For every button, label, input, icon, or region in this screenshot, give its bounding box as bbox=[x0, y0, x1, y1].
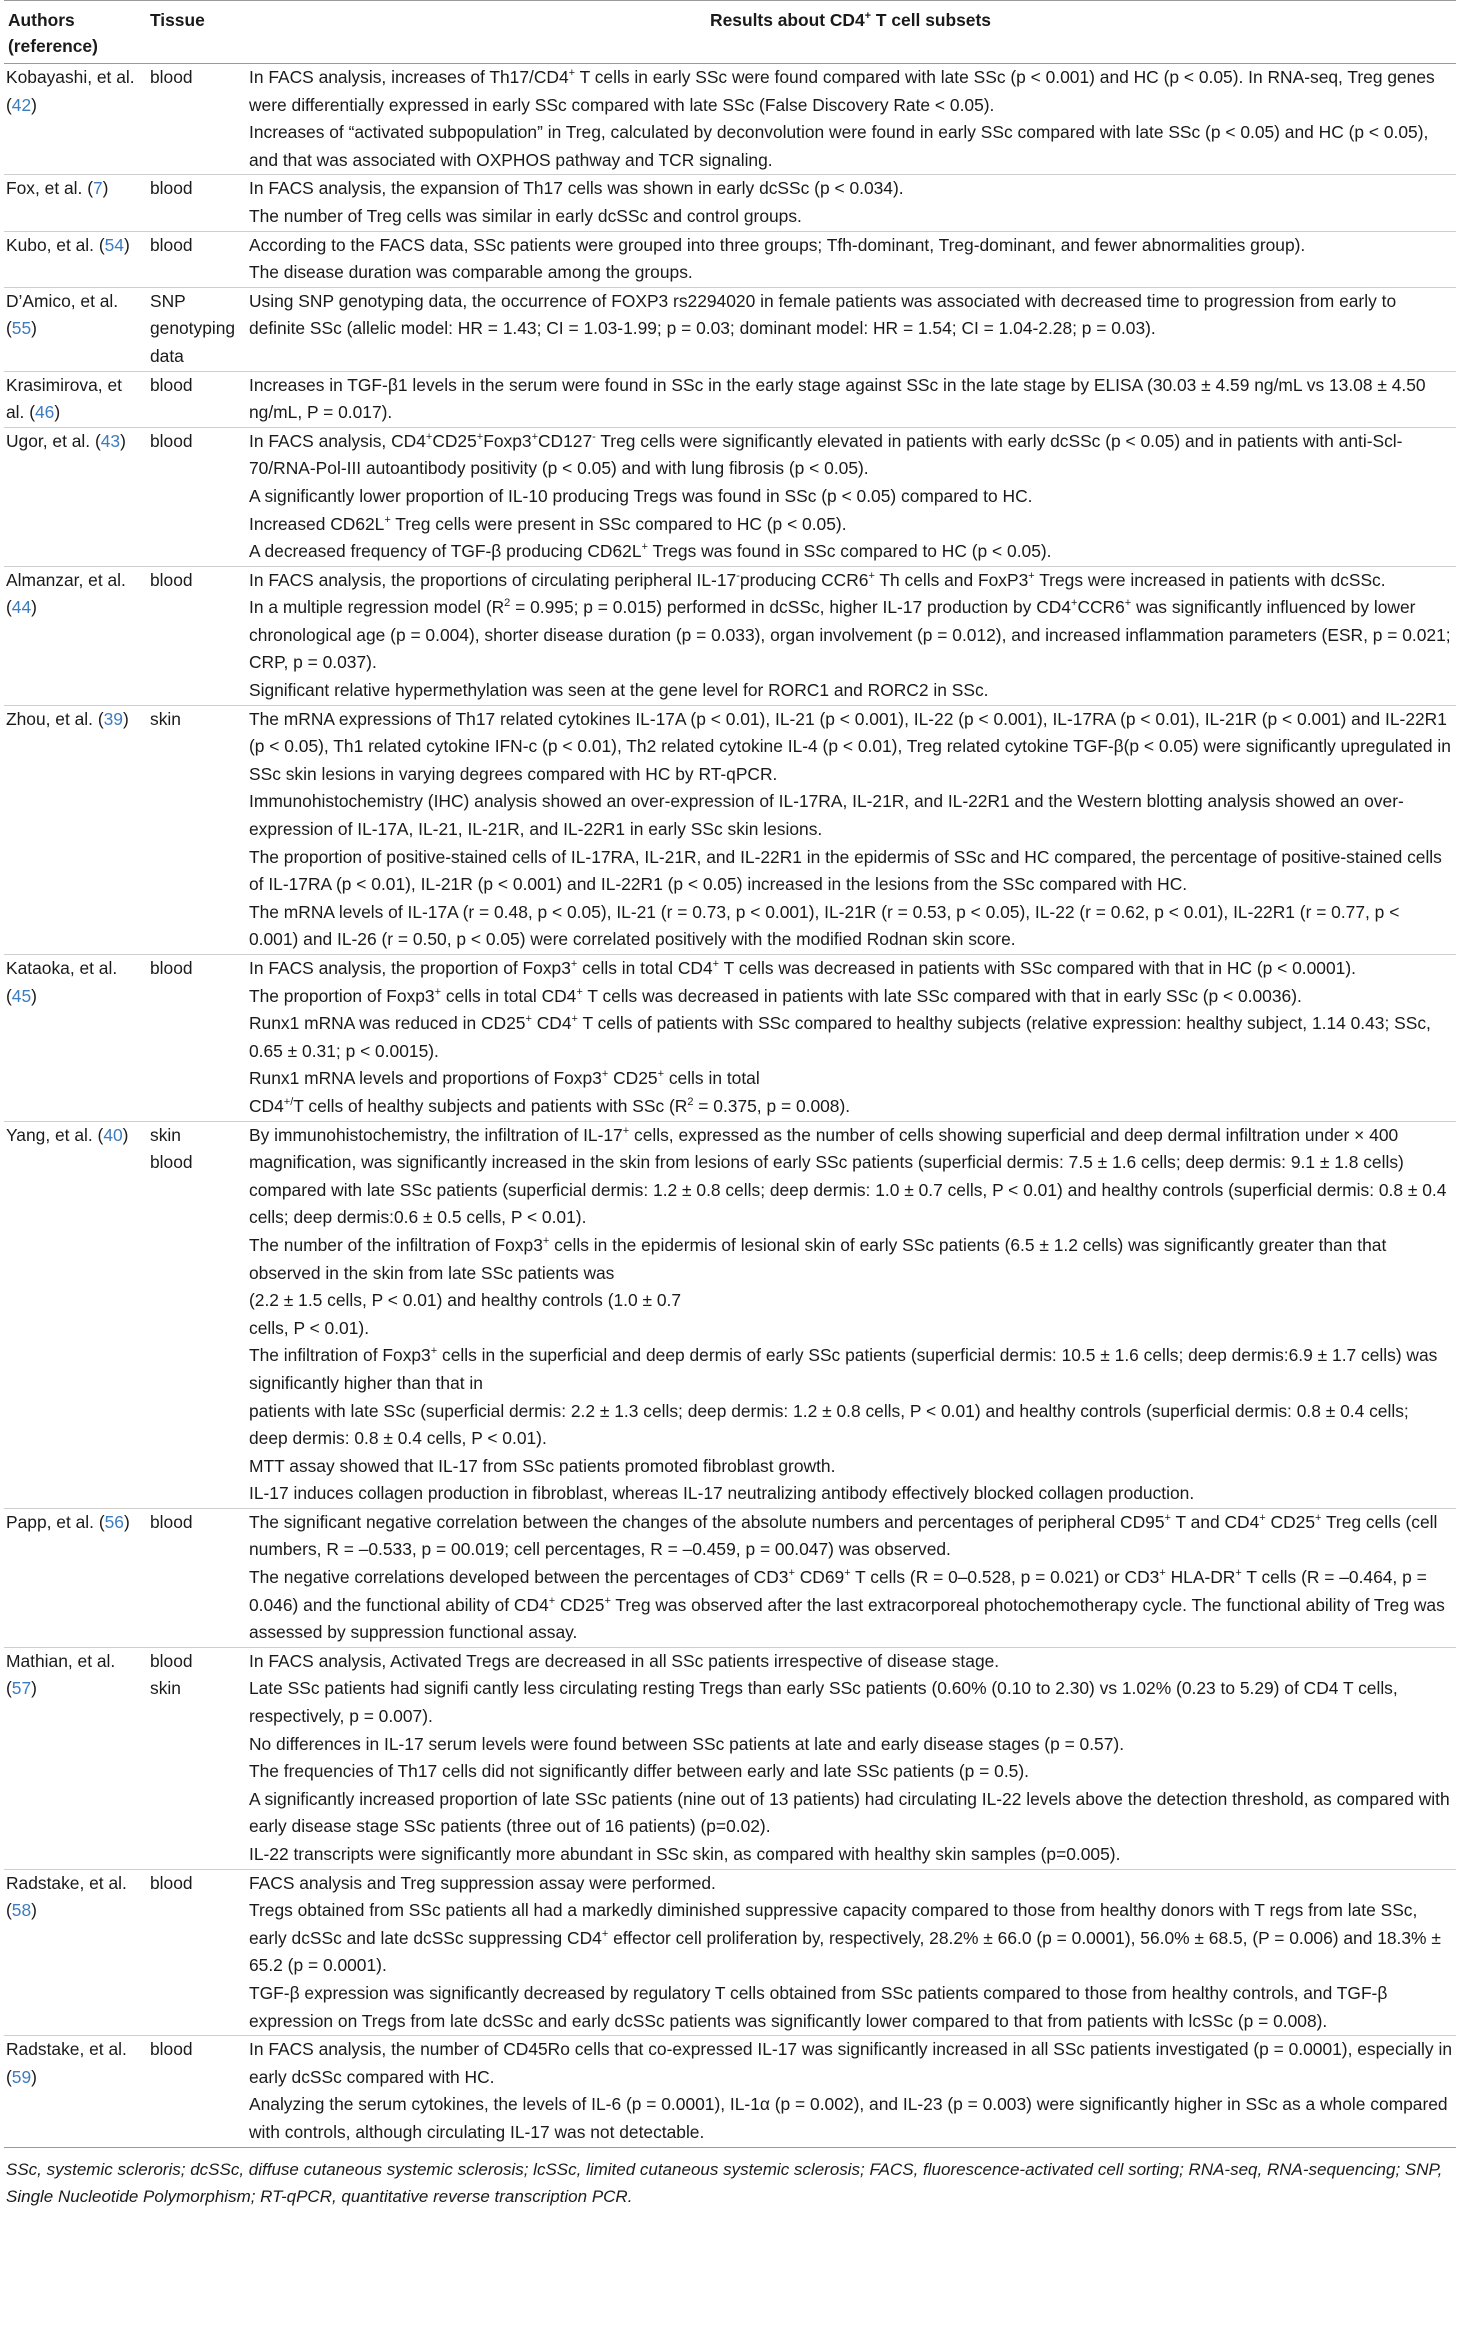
result-text: patients with late SSc (superficial dermis: 2.2 ± 1.3 cells; deep dermis: 1.2 ± 0.8 cells, P < 0.01) and healthy controls (superficial dermis: 0.8 ± 0.4 cells; deep dermis: 0.8 ± 0.4 cells, P < 0.01). bbox=[249, 1400, 1409, 1449]
result-text: A significantly lower proportion of IL-10 producing Tregs was found in SSc (p < 0.05) compared to HC. bbox=[249, 485, 1033, 506]
result-text: Analyzing the serum cytokines, the levels of IL-6 (p = 0.0001), IL-1α (p = 0.002), and IL-23 (p = 0.003) were significantly higher in SSc as a whole compared with controls, although circulating IL-17 was not detectable. bbox=[249, 2094, 1448, 2142]
superscript: + bbox=[601, 1068, 609, 1081]
author-name: Zhou, et al. bbox=[6, 708, 94, 729]
result-text: HLA-DR bbox=[1165, 1567, 1236, 1588]
result-text: Treg cells were present in SSc compared to HC (p < 0.05). bbox=[390, 513, 847, 534]
result-text: A significantly increased proportion of late SSc patients (nine out of 13 patients) had circulating IL-22 levels above the detection threshold, as compared with early disease stage SSc patients (three out of 16 patients) (p=0.02). bbox=[249, 1788, 1450, 1837]
tissue-label: blood bbox=[150, 374, 193, 395]
author-name: D’Amico, et al. bbox=[6, 290, 119, 311]
result-paragraph bbox=[249, 64, 1452, 119]
tissue-cell bbox=[146, 1508, 245, 1647]
result-text: CD69 bbox=[794, 1567, 845, 1588]
reference-link[interactable]: 56 bbox=[104, 1511, 124, 1532]
author-name: Yang, et al. bbox=[6, 1124, 93, 1145]
result-text: cells in total CD4 bbox=[577, 958, 713, 978]
superscript: + bbox=[576, 985, 583, 998]
tissue-label: blood bbox=[150, 2039, 193, 2060]
tissue-cell bbox=[146, 566, 245, 705]
superscript: + bbox=[1159, 1567, 1166, 1580]
table-row bbox=[4, 371, 1456, 427]
reference-link[interactable]: 40 bbox=[103, 1124, 123, 1145]
result-paragraph bbox=[249, 1648, 1452, 1676]
header-results: Results about CD4+ T cell subsets bbox=[245, 1, 1456, 64]
tissue-cell bbox=[146, 2036, 245, 2147]
result-text: T cells of healthy subjects and patients with SSc (R bbox=[293, 1095, 688, 1116]
reference-link[interactable]: 55 bbox=[11, 318, 32, 339]
superscript: + bbox=[1235, 1567, 1242, 1580]
results-cell bbox=[245, 1869, 1456, 2036]
result-paragraph bbox=[249, 1731, 1452, 1759]
table-footnote: SSc, systemic scleroris; dcSSc, diffuse cutaneous systemic sclerosis; lcSSc, limited cutaneous systemic sclerosis; FACS, fluorescence-activated cell sorting; RNA-seq, RNA-sequencing; SNP, Single Nucleotide Polymorphism; RT-qPCR, quantitative reverse transcription PCR. bbox=[6, 2159, 1443, 2206]
result-text: The disease duration was comparable among the groups. bbox=[249, 262, 693, 283]
result-text: The negative correlations developed between the percentages of CD3 bbox=[249, 1567, 789, 1588]
result-text: Increased CD62L bbox=[249, 513, 385, 534]
result-text: Foxp3 bbox=[483, 430, 532, 451]
results-cell bbox=[245, 287, 1456, 371]
results-cell bbox=[245, 1121, 1456, 1508]
header-row bbox=[4, 1, 1456, 64]
results-cell bbox=[245, 427, 1456, 566]
tissue-label: blood bbox=[150, 1872, 193, 1893]
result-text: T cells was decreased in patients with late SSc compared with that in early SSc (p < 0.0036). bbox=[582, 985, 1302, 1006]
superscript: - bbox=[736, 569, 740, 582]
result-text: In FACS analysis, the proportion of Foxp3 bbox=[249, 958, 571, 978]
result-text: In a multiple regression model (R bbox=[249, 597, 505, 618]
result-text: CD127 bbox=[538, 430, 593, 451]
result-text: Runx1 mRNA levels and proportions of Foxp3 bbox=[249, 1068, 602, 1089]
result-text: Increases of “activated subpopulation” in Treg, calculated by deconvolution were found in early SSc compared with late SSc (p < 0.05) and HC (p < 0.05), and that was associated with OXPHOS pathway and TCR signaling. bbox=[249, 122, 1429, 170]
superscript: + bbox=[1259, 1512, 1266, 1525]
tissue-cell bbox=[146, 231, 245, 287]
result-text: Increases in TGF-β1 levels in the serum were found in SSc in the early stage against SSc in the late stage by ELISA (30.03 ± 4.59 ng/mL vs 13.08 ± 4.50 ng/mL, P = 0.017). bbox=[249, 374, 1426, 423]
result-text: cells in the superficial and deep dermis of early SSc patients (superficial dermis: 10.5 ± 1.6 cells; deep dermis:6.9 ± 1.7 cells) was significantly higher than that in bbox=[249, 1345, 1438, 1393]
table-row bbox=[4, 287, 1456, 371]
result-paragraph bbox=[249, 1675, 1452, 1730]
tissue-label: blood bbox=[150, 569, 193, 590]
tissue-label: blood bbox=[150, 430, 193, 451]
table-row bbox=[4, 705, 1456, 954]
superscript: + bbox=[788, 1567, 795, 1580]
superscript: + bbox=[476, 430, 484, 443]
result-text: The infiltration of Foxp3 bbox=[249, 1345, 431, 1366]
author-name: Kataoka, et al. bbox=[6, 958, 118, 978]
table-row bbox=[4, 64, 1456, 175]
result-text: CCR6 bbox=[1077, 597, 1125, 618]
tissue-label: blood bbox=[150, 67, 193, 87]
author-name: Papp, et al. bbox=[6, 1511, 94, 1532]
reference-link[interactable]: 43 bbox=[100, 430, 121, 451]
result-text: According to the FACS data, SSc patients were grouped into three groups; Tfh-dominant, Treg-dominant, and fewer abnormalities group). bbox=[249, 234, 1306, 255]
result-paragraph bbox=[249, 1398, 1452, 1453]
result-text: = 0.375, p = 0.008). bbox=[693, 1095, 851, 1116]
result-text: Tregs were increased in patients with dcSSc. bbox=[1034, 569, 1386, 590]
superscript: + bbox=[571, 1013, 578, 1026]
result-paragraph bbox=[249, 1287, 1452, 1315]
result-text: In FACS analysis, the proportions of circulating peripheral IL-17 bbox=[249, 569, 737, 590]
reference-link[interactable]: 44 bbox=[11, 597, 32, 618]
reference-link[interactable]: 59 bbox=[11, 2066, 32, 2087]
tissue-cell bbox=[146, 427, 245, 566]
author-cell: Radstake, et al. (58) bbox=[4, 1869, 146, 2036]
table-row bbox=[4, 955, 1456, 1122]
result-paragraph bbox=[249, 1480, 1452, 1508]
result-paragraph bbox=[249, 844, 1452, 899]
result-text: In FACS analysis, Activated Tregs are decreased in all SSc patients irrespective of disease stage. bbox=[249, 1650, 1000, 1671]
reference-link[interactable]: 54 bbox=[104, 234, 124, 255]
tissue-label: SNP genotyping data bbox=[150, 290, 236, 366]
result-paragraph bbox=[249, 677, 1452, 705]
tissue-label: blood bbox=[150, 1152, 193, 1173]
result-text: Late SSc patients had signifi cantly less circulating resting Tregs than early SSc patients (0.60% (0.10 to 2.30) vs 1.02% (0.23 to 5.29) of CD4 T cells, respectively, p = 0.007). bbox=[249, 1678, 1398, 1727]
table-row bbox=[4, 231, 1456, 287]
superscript: + bbox=[868, 569, 875, 582]
result-paragraph bbox=[249, 1010, 1452, 1065]
author-cell: Mathian, et al. (57) bbox=[4, 1647, 146, 1869]
result-paragraph bbox=[249, 1870, 1452, 1898]
table-row bbox=[4, 566, 1456, 705]
results-cell bbox=[245, 371, 1456, 427]
result-paragraph bbox=[249, 175, 1452, 203]
tissue-cell bbox=[146, 1869, 245, 2036]
tissue-label: skin bbox=[150, 1678, 181, 1699]
result-paragraph bbox=[249, 119, 1452, 174]
result-text: producing CCR6 bbox=[739, 569, 869, 590]
superscript: + bbox=[1124, 597, 1132, 610]
results-cell bbox=[245, 175, 1456, 231]
result-paragraph bbox=[249, 1897, 1452, 1980]
author-name: Fox, et al. bbox=[6, 178, 83, 199]
author-cell: Almanzar, et al. (44) bbox=[4, 566, 146, 705]
result-text: In FACS analysis, CD4 bbox=[249, 430, 426, 451]
superscript: + bbox=[430, 1345, 438, 1358]
reference-link[interactable]: 46 bbox=[35, 402, 55, 423]
author-name: Krasimirova, et al. bbox=[6, 374, 122, 423]
author-cell: Yang, et al. (40) bbox=[4, 1121, 146, 1508]
author-cell: Kubo, et al. (54) bbox=[4, 231, 146, 287]
result-text: cells, P < 0.01). bbox=[249, 1317, 370, 1338]
superscript: + bbox=[622, 1124, 630, 1137]
tissue-label: blood bbox=[150, 958, 193, 978]
tissue-label: blood bbox=[150, 1650, 193, 1671]
superscript: + bbox=[1164, 1512, 1171, 1525]
reference-link[interactable]: 58 bbox=[11, 1900, 32, 1921]
header-tissue: Tissue bbox=[146, 1, 245, 64]
author-name: Radstake, et al. bbox=[6, 2039, 127, 2060]
result-paragraph bbox=[249, 538, 1452, 566]
result-text: T cells (R = –0.464, p = 0.046) and the functional ability of CD4 bbox=[249, 1567, 1427, 1615]
superscript: 2 bbox=[504, 597, 511, 610]
result-paragraph bbox=[249, 1342, 1452, 1397]
superscript: + bbox=[712, 958, 720, 971]
result-text: cells, expressed as the number of cells showing superficial and deep dermal infiltration under × 400 magnification, was significantly increased in the skin from lesions of early SSc patients (superficial dermis: 7.5 ± 1.6 cells; deep dermis: 9.1 ± 1.8 cells) compared with late SSc patients (superficial dermis: 1.2 ± 0.8 cells; deep dermis: 1.0 ± 0.7 cells, P < 0.01) and healthy controls (superficial dermis: 0.8 ± 0.4 cells; deep dermis:0.6 ± 0.5 cells, P < 0.01). bbox=[249, 1124, 1447, 1228]
reference-link[interactable]: 45 bbox=[11, 985, 32, 1006]
result-paragraph bbox=[249, 1758, 1452, 1786]
superscript: + bbox=[568, 67, 576, 80]
result-text: Treg cells (cell numbers, R = –0.533, p = 00.019; cell percentages, R = –0.459, p = 00.047) was observed. bbox=[249, 1511, 1438, 1560]
author-cell: Zhou, et al. (39) bbox=[4, 705, 146, 954]
result-text: = 0.995; p = 0.015) performed in dcSSc, higher IL-17 production by CD4 bbox=[510, 597, 1071, 618]
author-cell: Fox, et al. (7) bbox=[4, 175, 146, 231]
result-paragraph bbox=[249, 511, 1452, 539]
result-text: The proportion of positive-stained cells of IL-17RA, IL-21R, and IL-22R1 in the epidermis of SSc and HC compared, the percentage of positive-stained cells of IL-17RA (p < 0.01), IL-21R (p < 0.001) and IL-22R1 (p < 0.05) increased in the lesions from the SSc compared with HC. bbox=[249, 846, 1442, 895]
author-cell: D’Amico, et al. (55) bbox=[4, 287, 146, 371]
result-text: IL-17 induces collagen production in fibroblast, whereas IL-17 neutralizing antibody effectively blocked collagen production. bbox=[249, 1483, 1195, 1504]
author-cell: Ugor, et al. (43) bbox=[4, 427, 146, 566]
result-text: effector cell proliferation by, respectively, 28.2% ± 66.0 (p = 0.0001), 56.0% ± 68.5, (P = 0.006) and 18.3% ± 65.2 (p = 0.0001). bbox=[249, 1927, 1441, 1976]
result-text: Immunohistochemistry (IHC) analysis showed an over-expression of IL-17RA, IL-21R, and IL-22R1 and the Western blotting analysis showed an over-expression of IL-17A, IL-21, IL-21R, and IL-22R1 in early SSc skin lesions. bbox=[249, 791, 1404, 840]
superscript: + bbox=[548, 1594, 556, 1607]
result-paragraph bbox=[249, 259, 1452, 287]
result-text: The proportion of Foxp3 bbox=[249, 985, 435, 1006]
table-row bbox=[4, 175, 1456, 231]
tissue-cell bbox=[146, 1647, 245, 1869]
result-text: cells in the epidermis of lesional skin of early SSc patients (6.5 ± 1.2 cells) was significantly greater than that observed in the skin from late SSc patients was bbox=[249, 1234, 1387, 1283]
result-text: CD25 bbox=[432, 430, 477, 451]
results-cell bbox=[245, 2036, 1456, 2147]
result-text: FACS analysis and Treg suppression assay were performed. bbox=[249, 1872, 716, 1893]
result-text: In FACS analysis, the number of CD45Ro cells that co-expressed IL-17 was significantly increased in all SSc patients investigated (p = 0.0001), especially in early dcSSc compared with HC. bbox=[249, 2039, 1452, 2087]
result-paragraph bbox=[249, 1841, 1452, 1869]
result-paragraph bbox=[249, 372, 1452, 427]
superscript: - bbox=[592, 430, 596, 443]
result-text: The mRNA levels of IL-17A (r = 0.48, p < 0.05), IL-21 (r = 0.73, p < 0.001), IL-21R (r = 0.53, p < 0.05), IL-22 (r = 0.62, p < 0.01), IL-22R1 (r = 0.77, p < 0.001) and IL-26 (r = 0.50, p < 0.05) were correlated positively with the modified Rodnan skin score. bbox=[249, 901, 1400, 950]
superscript: + bbox=[1028, 569, 1035, 582]
superscript: +/ bbox=[283, 1096, 294, 1109]
author-name: Almanzar, et al. bbox=[6, 569, 126, 590]
table-row bbox=[4, 1647, 1456, 1869]
result-text: Th cells and FoxP3 bbox=[874, 569, 1029, 590]
superscript: + bbox=[1071, 597, 1078, 610]
result-text: The number of the infiltration of Foxp3 bbox=[249, 1234, 543, 1255]
author-name: Ugor, et al. bbox=[6, 430, 91, 451]
result-paragraph bbox=[249, 983, 1452, 1011]
result-text: IL-22 transcripts were significantly more abundant in SSc skin, as compared with healthy skin samples (p=0.005). bbox=[249, 1844, 1121, 1864]
result-paragraph bbox=[249, 1564, 1452, 1647]
superscript: + bbox=[531, 430, 538, 443]
tissue-label: blood bbox=[150, 234, 193, 255]
result-text: In FACS analysis, increases of Th17/CD4 bbox=[249, 67, 569, 87]
tissue-label: skin bbox=[150, 1124, 181, 1145]
superscript: + bbox=[425, 430, 433, 443]
result-text: Tregs obtained from SSc patients all had a markedly diminished suppressive capacity compared to those from healthy donors with T regs from late SSc, early dcSSc and late dcSSc suppressing CD4 bbox=[249, 1900, 1418, 1948]
superscript: 2 bbox=[687, 1096, 694, 1109]
result-paragraph bbox=[249, 1232, 1452, 1287]
result-text: T cells in early SSc were found compared with late SSc (p < 0.001) and HC (p < 0.05). In RNA-seq, Treg genes were differentially expressed in early SSc compared with late SSc (False Discovery Rate < 0.05). bbox=[249, 67, 1435, 115]
superscript: + bbox=[570, 958, 578, 971]
reference-link[interactable]: 57 bbox=[11, 1678, 32, 1699]
superscript: + bbox=[384, 513, 391, 526]
result-text: CD4 bbox=[531, 1013, 572, 1034]
reference-link[interactable]: 39 bbox=[103, 708, 123, 729]
superscript: + bbox=[604, 1594, 611, 1607]
tissue-cell bbox=[146, 175, 245, 231]
tissue-label: skin bbox=[150, 708, 181, 729]
result-paragraph bbox=[249, 594, 1452, 677]
results-cell bbox=[245, 1508, 1456, 1647]
reference-link[interactable]: 42 bbox=[11, 94, 32, 115]
result-text: Runx1 mRNA was reduced in CD25 bbox=[249, 1013, 526, 1034]
result-paragraph bbox=[249, 788, 1452, 843]
result-paragraph bbox=[249, 2091, 1452, 2146]
result-text: T cells (R = 0–0.528, p = 0.021) or CD3 bbox=[850, 1567, 1160, 1588]
results-table bbox=[4, 0, 1456, 2148]
result-text: Treg cells were significantly elevated in patients with early dcSSc (p < 0.05) and in patients with anti-Scl-70/RNA-Pol-III autoantibody positivity (p < 0.05) and with lung fibrosis (p < 0.05). bbox=[249, 430, 1403, 479]
tissue-label: blood bbox=[150, 178, 193, 199]
result-paragraph bbox=[249, 1093, 1452, 1121]
result-paragraph bbox=[249, 1315, 1452, 1343]
result-text: T and CD4 bbox=[1170, 1511, 1260, 1532]
results-cell bbox=[245, 64, 1456, 175]
tissue-cell bbox=[146, 955, 245, 1122]
result-text: CD25 bbox=[555, 1594, 605, 1615]
result-text: A decreased frequency of TGF-β producing CD62L bbox=[249, 541, 642, 562]
result-text: (2.2 ± 1.5 cells, P < 0.01) and healthy controls (1.0 ± 0.7 bbox=[249, 1290, 682, 1311]
result-paragraph bbox=[249, 1786, 1452, 1841]
superscript: + bbox=[525, 1013, 532, 1026]
result-text: TGF-β expression was significantly decreased by regulatory T cells obtained from SSc patients compared to those from healthy controls, and TGF-β expression on Tregs from late dcSSc and early dcSSc patients was significantly lower compared to that from patients with lcSSc (p = 0.008). bbox=[249, 1982, 1388, 2031]
results-cell bbox=[245, 231, 1456, 287]
author-name: Kobayashi, et al. bbox=[6, 67, 135, 87]
result-text: was significantly influenced by lower chronological age (p = 0.004), shorter disease duration (p = 0.033), organ involvement (p = 0.012), and increased inflammation parameters (ESR, p = 0.021; CRP, p = 0.037). bbox=[249, 597, 1451, 673]
tissue-cell bbox=[146, 371, 245, 427]
result-paragraph bbox=[249, 567, 1452, 595]
result-text: In FACS analysis, the expansion of Th17 cells was shown in early dcSSc (p < 0.034). bbox=[249, 178, 904, 199]
table-row bbox=[4, 1869, 1456, 2036]
result-text: T cells was decreased in patients with SSc compared with that in HC (p < 0.0001). bbox=[719, 958, 1356, 978]
result-text: cells in total bbox=[664, 1068, 760, 1089]
result-paragraph bbox=[249, 955, 1452, 983]
result-paragraph bbox=[249, 232, 1452, 260]
result-text: cells in total CD4 bbox=[441, 985, 577, 1006]
results-cell bbox=[245, 1647, 1456, 1869]
reference-link[interactable]: 7 bbox=[92, 178, 103, 199]
result-text: CD25 bbox=[1265, 1511, 1315, 1532]
header-authors: Authors (reference) bbox=[4, 1, 146, 64]
results-cell bbox=[245, 955, 1456, 1122]
result-paragraph bbox=[249, 1509, 1452, 1564]
result-paragraph bbox=[249, 1980, 1452, 2035]
superscript: + bbox=[641, 541, 648, 554]
author-cell: Radstake, et al. (59) bbox=[4, 2036, 146, 2147]
result-text: The mRNA expressions of Th17 related cytokines IL-17A (p < 0.01), IL-21 (p < 0.001), IL-22 (p < 0.001), IL-17RA (p < 0.01), IL-21R (p < 0.001) and IL-22R1 (p < 0.05), Th1 related cytokine IFN-c (p < 0.01), Th2 related cytokine IL-4 (p < 0.01), Treg related cytokine TGF-β(p < 0.05) were significantly upregulated in SSc skin lesions in varying degrees compared with HC by RT-qPCR. bbox=[249, 708, 1451, 784]
author-name: Radstake, et al. bbox=[6, 1872, 127, 1893]
result-text: CD4 bbox=[249, 1095, 284, 1116]
superscript: + bbox=[542, 1235, 550, 1248]
result-paragraph bbox=[249, 2036, 1452, 2091]
result-text: No differences in IL-17 serum levels were found between SSc patients at late and early disease stages (p = 0.57). bbox=[249, 1733, 1125, 1754]
table-row bbox=[4, 2036, 1456, 2147]
table-row bbox=[4, 1121, 1456, 1508]
author-cell: Papp, et al. (56) bbox=[4, 1508, 146, 1647]
result-paragraph bbox=[249, 1122, 1452, 1232]
result-text: Tregs was found in SSc compared to HC (p < 0.05). bbox=[647, 541, 1052, 562]
result-paragraph bbox=[249, 1065, 1452, 1093]
result-text: Treg was observed after the last extracorporeal photochemotherapy cycle. The functional ability of Treg was assessed by suppression functional assay. bbox=[249, 1594, 1445, 1643]
table-row bbox=[4, 427, 1456, 566]
results-cell bbox=[245, 705, 1456, 954]
result-text: T cells of patients with SSc compared to healthy subjects (relative expression: healthy subject, 1.14 0.43; SSc, 0.65 ± 0.31; p < 0.0015). bbox=[249, 1013, 1431, 1061]
author-name: Mathian, et al. bbox=[6, 1650, 116, 1671]
result-text: MTT assay showed that IL-17 from SSc patients promoted fibroblast growth. bbox=[249, 1455, 836, 1476]
result-paragraph bbox=[249, 428, 1452, 483]
result-text: The significant negative correlation between the changes of the absolute numbers and percentages of peripheral CD95 bbox=[249, 1511, 1165, 1532]
tissue-label: blood bbox=[150, 1511, 193, 1532]
results-cell bbox=[245, 566, 1456, 705]
result-text: The frequencies of Th17 cells did not significantly differ between early and late SSc patients (p = 0.5). bbox=[249, 1761, 1029, 1782]
author-name: Kubo, et al. bbox=[6, 234, 94, 255]
tissue-cell bbox=[146, 1121, 245, 1508]
tissue-cell bbox=[146, 705, 245, 954]
author-cell: Krasimirova, et al. (46) bbox=[4, 371, 146, 427]
superscript: + bbox=[434, 985, 442, 998]
result-text: The number of Treg cells was similar in early dcSSc and control groups. bbox=[249, 205, 802, 226]
superscript: + bbox=[601, 1927, 609, 1940]
result-paragraph bbox=[249, 288, 1452, 343]
superscript: + bbox=[844, 1567, 851, 1580]
result-paragraph bbox=[249, 1453, 1452, 1481]
author-cell: Kataoka, et al. (45) bbox=[4, 955, 146, 1122]
result-paragraph bbox=[249, 483, 1452, 511]
result-text: CD25 bbox=[608, 1068, 658, 1089]
result-paragraph bbox=[249, 899, 1452, 954]
author-cell: Kobayashi, et al. (42) bbox=[4, 64, 146, 175]
result-text: Significant relative hypermethylation was seen at the gene level for RORC1 and RORC2 in SSc. bbox=[249, 680, 989, 701]
table-row bbox=[4, 1508, 1456, 1647]
result-paragraph bbox=[249, 706, 1452, 789]
tissue-cell bbox=[146, 287, 245, 371]
result-text: By immunohistochemistry, the infiltration of IL-17 bbox=[249, 1124, 623, 1145]
superscript: + bbox=[657, 1068, 664, 1081]
result-paragraph bbox=[249, 203, 1452, 231]
result-text: Using SNP genotyping data, the occurrence of FOXP3 rs2294020 in female patients was associated with decreased time to progression from early to definite SSc (allelic model: HR = 1.43; CI = 1.03-1.99; p = 0.03; dominant model: HR = 1.54; CI = 1.04-2.28; p = 0.03). bbox=[249, 290, 1397, 339]
tissue-cell bbox=[146, 64, 245, 175]
superscript: + bbox=[1315, 1512, 1322, 1525]
table-body bbox=[4, 64, 1456, 2148]
